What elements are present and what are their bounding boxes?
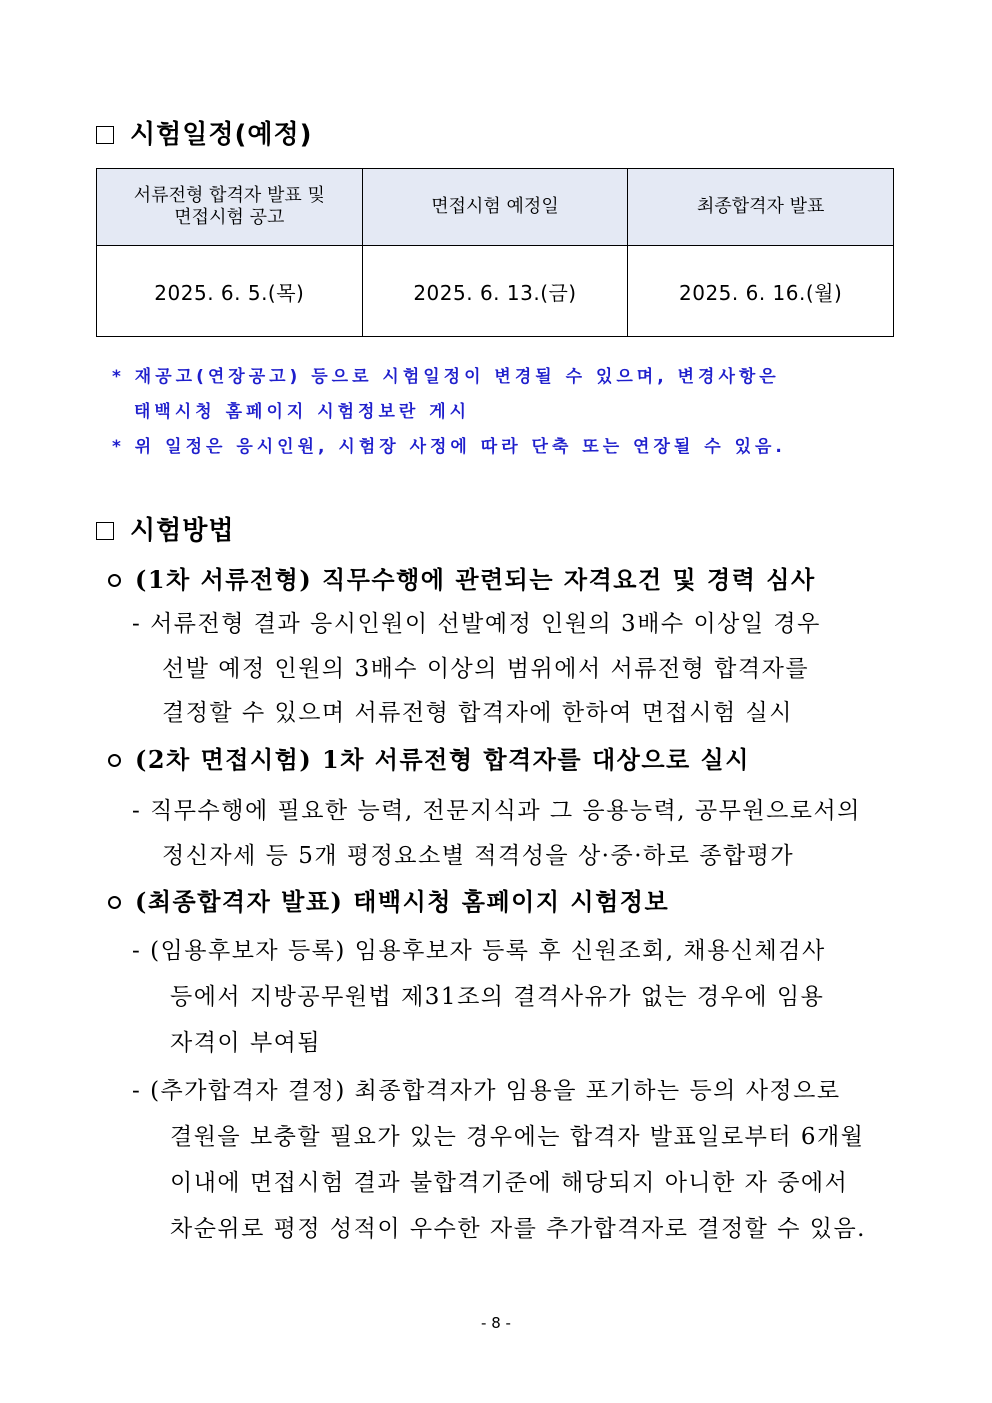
bullet-interview: (2차 면접시험) 1차 서류전형 합격자를 대상으로 실시 [108, 740, 750, 775]
bullet-document-screening: (1차 서류전형) 직무수행에 관련되는 자격요건 및 경력 심사 [108, 560, 816, 595]
checkbox-icon [96, 126, 114, 144]
header-cell-document-screening: 서류전형 합격자 발표 및 면접시험 공고 [97, 169, 363, 246]
value-cell-document-screening: 2025. 6. 5.(목) [97, 246, 363, 337]
checkbox-icon [96, 522, 114, 540]
schedule-table [96, 168, 894, 337]
table-header-row [97, 169, 894, 246]
circle-bullet-icon [108, 754, 121, 767]
value-cell-interview-date: 2025. 6. 13.(금) [362, 246, 628, 337]
section-title-schedule: 시험일정(예정) [96, 114, 312, 151]
text-line: 결원을 보충할 필요가 있는 경우에는 합격자 발표일로부터 6개월 [170, 1124, 865, 1150]
note-schedule-change: * 재공고(연장공고) 등으로 시험일정이 변경될 수 있으며, 변경사항은 [112, 367, 780, 387]
circle-bullet-icon [108, 574, 121, 587]
header-cell-interview-date: 면접시험 예정일 [362, 169, 628, 246]
text-line: 차순위로 평정 성적이 우수한 자를 추가합격자로 결정할 수 있음. [170, 1216, 866, 1242]
text-line: - 직무수행에 필요한 능력, 전문지식과 그 응용능력, 공무원으로서의 [132, 798, 861, 824]
table-value-row [97, 246, 894, 337]
text-line: 정신자세 등 5개 평정요소별 적격성을 상·중·하로 종합평가 [162, 843, 795, 869]
bullet-final-announcement: (최종합격자 발표) 태백시청 홈페이지 시험정보 [108, 882, 669, 917]
text-line: 자격이 부여됨 [170, 1030, 322, 1056]
section-title-method: 시험방법 [96, 510, 234, 547]
value-cell-final-announcement: 2025. 6. 16.(월) [628, 246, 894, 337]
text-line: - 서류전형 결과 응시인원이 선발예정 인원의 3배수 이상일 경우 [132, 611, 821, 637]
text-line: - (추가합격자 결정) 최종합격자가 임용을 포기하는 등의 사정으로 [132, 1078, 841, 1104]
circle-bullet-icon [108, 896, 121, 909]
header-cell-final-announcement: 최종합격자 발표 [628, 169, 894, 246]
note-schedule-adjust: * 위 일정은 응시인원, 시험장 사정에 따라 단축 또는 연장될 수 있음. [112, 437, 786, 457]
page-number: - 8 - [481, 1314, 511, 1332]
text-line: 이내에 면접시험 결과 불합격기준에 해당되지 아니한 자 중에서 [170, 1170, 849, 1196]
text-line: 선발 예정 인원의 3배수 이상의 범위에서 서류전형 합격자를 [162, 656, 810, 682]
text-line: 등에서 지방공무원법 제31조의 결격사유가 없는 경우에 임용 [170, 984, 825, 1010]
text-line: 결정할 수 있으며 서류전형 합격자에 한하여 면접시험 실시 [162, 700, 793, 726]
text-line: - (임용후보자 등록) 임용후보자 등록 후 신원조회, 채용신체검사 [132, 938, 826, 964]
note-schedule-change-cont: 태백시청 홈페이지 시험정보란 게시 [134, 402, 471, 422]
